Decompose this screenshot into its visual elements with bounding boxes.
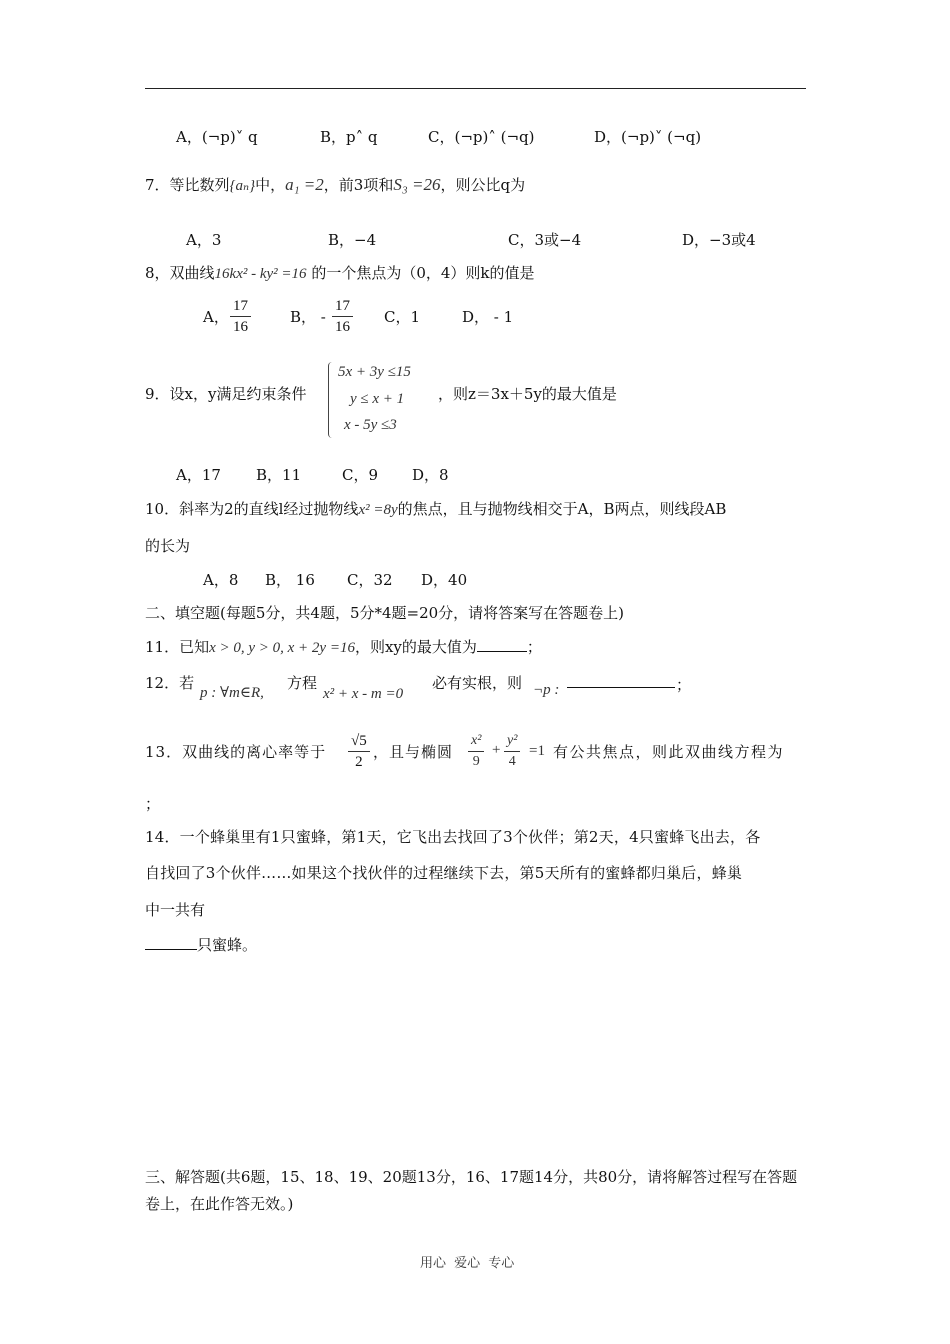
q9-option-a: A，17	[176, 466, 221, 484]
q10-option-b: B， 16	[265, 571, 315, 589]
q10-option-d: D，40	[421, 571, 468, 589]
q9-stem-suffix: ，则z＝3x＋5y的最大值是	[438, 385, 617, 403]
q9-option-d: D，8	[412, 466, 449, 484]
q10-line-1: 10．斜率为2的直线l经过抛物线x² =8y的焦点，且与抛物线相交于A，B两点，则线段AB	[145, 500, 727, 518]
q13-suffix: 有公共焦点，则此双曲线方程为	[553, 743, 785, 761]
q14-answer-blank[interactable]	[145, 949, 197, 950]
brace-icon	[328, 362, 335, 438]
q11-answer-blank[interactable]	[477, 651, 527, 652]
section-2-heading: 二、填空题(每题5分，共4题，5分*4题=20分，请将答案写在答题卷上)	[145, 604, 625, 622]
q8-stem: 8，双曲线16kx² - ky² =16 的一个焦点为（0，4）则k的值是	[145, 264, 535, 282]
q6-option-b: B，p˄ q	[320, 128, 378, 146]
q12-prefix: 12．若	[145, 674, 195, 692]
q6-option-a: A，(¬p)˅ q	[176, 128, 258, 146]
q10-option-c: C，32	[347, 571, 393, 589]
q13-ellipse-x-term: $\frac{\text{x²}}{9}$	[468, 731, 484, 772]
q13-ellipse-y-term: $\frac{\text{y²}}{4}$	[504, 731, 520, 772]
q14-line-2: 自找回了3个伙伴……如果这个找伙伴的过程继续下去，第5天所有的蜜蜂都归巢后，蜂巢	[145, 864, 743, 882]
q7-stem: 7．等比数列{aₙ}中，a₁ =2，前3项和S₃ =26，则公比q为	[145, 175, 526, 194]
q8-option-b-fraction: $\frac{17}{16}$	[332, 296, 353, 337]
q12-suffix: 必有实根，则	[432, 674, 523, 692]
q9-constraint-system	[328, 360, 438, 440]
section-3-line-2: 卷上，在此作答无效。)	[145, 1195, 294, 1213]
q13-prefix: 13．双曲线的离心率等于	[145, 743, 327, 761]
q8-option-d: D， - 1	[462, 308, 514, 326]
q13-eccentricity-fraction: $\frac{√5}{2}$	[348, 731, 370, 772]
q12-proposition: p : ∀m∈R,	[200, 685, 264, 701]
constraint-1: 5x + 3y ≤15	[338, 364, 411, 380]
q6-option-d: D，(¬p)˅ (¬q)	[594, 128, 702, 146]
q13-line-2: ；	[145, 795, 161, 813]
page-footer: 用心 爱心 专心	[420, 1256, 515, 1271]
q13-mid: ，且与椭圆	[373, 743, 454, 761]
q13-plus: +	[492, 742, 501, 758]
q12-negation: ¬p :	[533, 682, 560, 698]
q6-option-c: C，(¬p)˄ (¬q)	[428, 128, 535, 146]
q12-equation: x² + x - m =0	[323, 686, 404, 702]
q12-end: ；	[676, 676, 692, 694]
q7-option-a: A，3	[186, 231, 222, 249]
constraint-2: y ≤ x + 1	[350, 391, 405, 407]
q9-option-c: C，9	[342, 466, 379, 484]
q7-option-d: D，−3或4	[682, 231, 756, 249]
q14-line-4: 只蜜蜂。	[145, 934, 257, 955]
q12-mid: 方程	[287, 674, 318, 692]
q12-answer-blank[interactable]	[567, 672, 675, 688]
q8-option-a-label: A，	[203, 308, 229, 326]
q10-line-2: 的长为	[145, 537, 191, 555]
q8-option-c: C，1	[384, 308, 421, 326]
q14-line-1: 14．一个蜂巢里有1只蜜蜂，第1天，它飞出去找回了3个伙伴；第2天，4只蜜蜂飞出去，各	[145, 828, 761, 846]
constraint-3: x - 5y ≤3	[344, 417, 397, 433]
q14-line-3: 中一共有	[145, 901, 206, 919]
q7-option-c: C，3或−4	[508, 231, 582, 249]
q10-option-a: A，8	[203, 571, 239, 589]
q8-option-a-fraction: $\frac{17}{16}$	[230, 296, 251, 337]
q11-stem: 11．已知x > 0, y > 0, x + 2y =16，则xy的最大值为 ；	[145, 638, 542, 656]
q13-equals-one: =1	[529, 743, 545, 759]
q7-option-b: B，−4	[328, 231, 377, 249]
q8-option-b-label: B， -	[290, 308, 326, 326]
q9-option-b: B，11	[256, 466, 302, 484]
q9-stem-prefix: 9．设x，y满足约束条件	[145, 385, 307, 403]
section-3-line-1: 三、解答题(共6题，15、18、19、20题13分，16、17题14分，共80分，请将解答过程写在答题	[145, 1168, 798, 1186]
header-rule	[145, 88, 806, 89]
